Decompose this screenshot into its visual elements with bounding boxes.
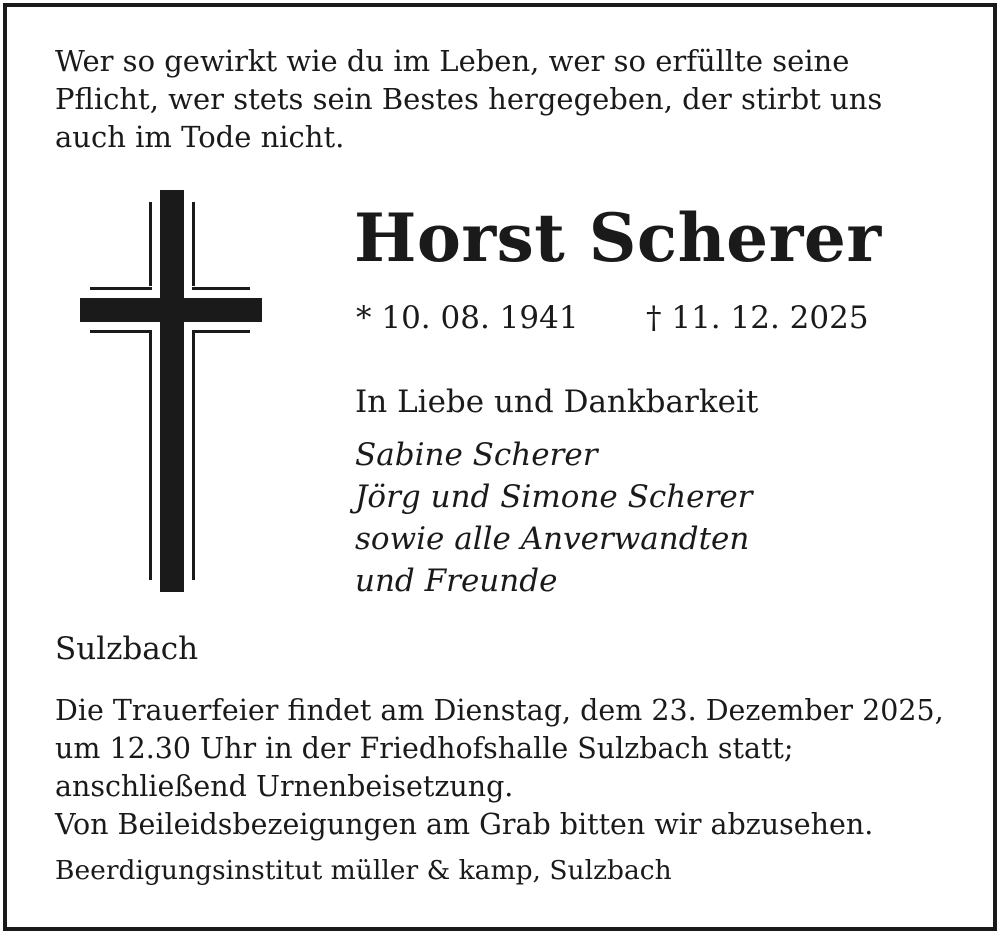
- place-name: Sulzbach: [55, 631, 199, 667]
- life-dates: [356, 296, 869, 340]
- motto-line: Wer so gewirkt wie du im Leben, wer so erfüllte seine: [55, 44, 850, 78]
- birth-date: * 10. 08. 1941: [356, 300, 579, 336]
- mourner-line: Sabine Scherer: [355, 437, 598, 473]
- dedication: In Liebe und Dankbarkeit: [355, 384, 759, 420]
- mourner-line: und Freunde: [355, 563, 558, 599]
- motto-line: auch im Tode nicht.: [55, 120, 345, 154]
- service-line: Von Beileidsbezeigungen am Grab bitten wir abzusehen.: [55, 808, 874, 841]
- undertaker-credit: Beerdigungsinstitut müller & kamp, Sulzbach: [55, 855, 672, 886]
- motto-verse: [55, 42, 882, 156]
- service-line: Die Trauerfeier findet am Dienstag, dem 23. Dezember 2025,: [55, 694, 944, 727]
- service-line: anschließend Urnenbeisetzung.: [55, 770, 514, 803]
- deceased-name: Horst Scherer: [354, 199, 882, 277]
- cross-icon: [78, 188, 264, 594]
- mourners-list: [355, 434, 753, 602]
- mourner-line: Jörg und Simone Scherer: [355, 479, 753, 515]
- service-details: [55, 692, 944, 844]
- service-line: um 12.30 Uhr in der Friedhofshalle Sulzbach statt;: [55, 732, 794, 765]
- mourner-line: sowie alle Anverwandten: [355, 521, 750, 557]
- death-date: † 11. 12. 2025: [646, 300, 869, 336]
- motto-line: Pflicht, wer stets sein Bestes hergegeben, der stirbt uns: [55, 82, 883, 116]
